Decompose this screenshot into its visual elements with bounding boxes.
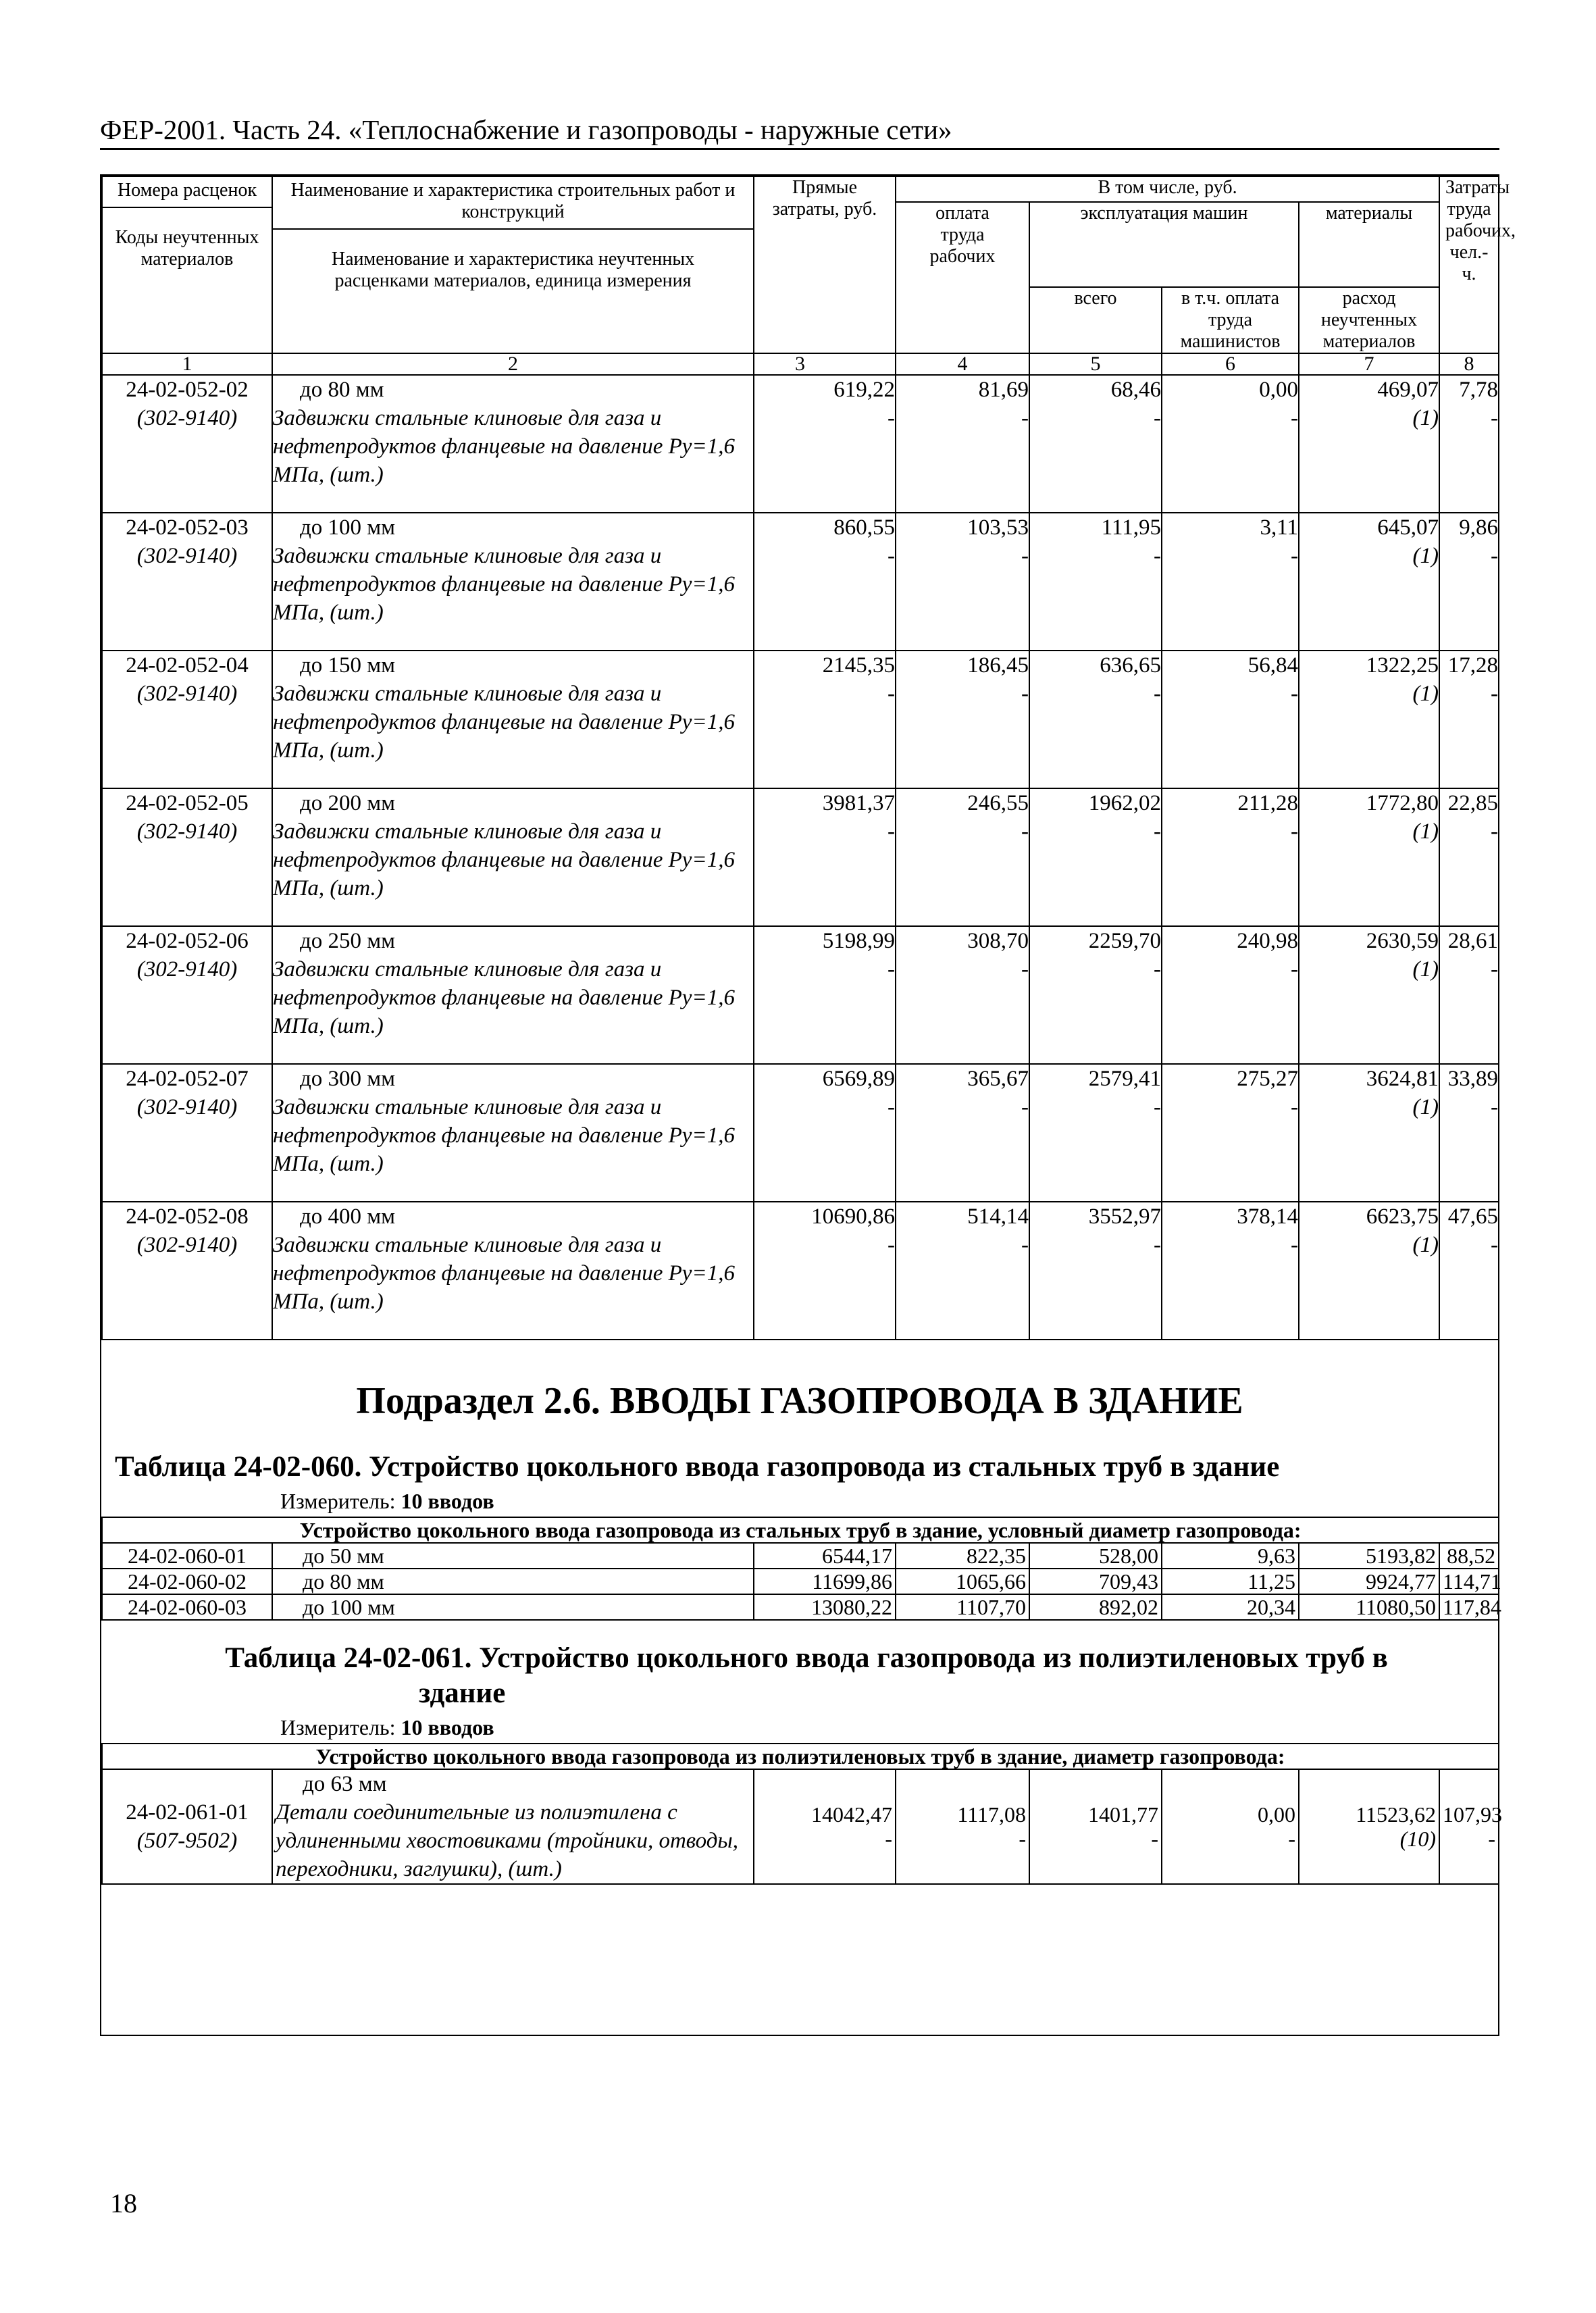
- dash: -: [1154, 957, 1161, 982]
- value-4-text: 1117,08: [957, 1802, 1026, 1827]
- material-code: (302-9140): [136, 1095, 238, 1119]
- value-text: 3981,37: [822, 791, 895, 815]
- col2-top: Наименование и характеристика строительных работ и конструкций: [273, 177, 753, 230]
- measure-value: 10 вводов: [401, 1715, 494, 1739]
- section-title: Подраздел 2.6. ВВОДЫ ГАЗОПРОВОДА В ЗДАНИЕ: [356, 1380, 1243, 1422]
- material-qty: (10): [1399, 1827, 1436, 1851]
- rate-name: [272, 375, 754, 513]
- value-text: 2259,70: [1088, 929, 1161, 953]
- value-8-text: 107,93: [1443, 1802, 1502, 1827]
- value-4: 1107,70: [896, 1594, 1029, 1620]
- page-number: 18: [110, 2188, 137, 2218]
- value-4: 822,35: [896, 1543, 1029, 1569]
- value-text: 10690,86: [811, 1204, 895, 1229]
- table-061: [101, 1743, 1502, 1885]
- value-5: [1029, 788, 1162, 926]
- value-text: 2579,41: [1088, 1067, 1161, 1091]
- rate-code: [102, 651, 272, 788]
- document-frame: [100, 174, 1516, 2036]
- col3-header: Прямые затраты, руб.: [754, 176, 896, 353]
- value-6: [1162, 788, 1299, 926]
- dash: -: [1291, 1095, 1298, 1119]
- dash: -: [1491, 544, 1499, 568]
- page-header: ФЕР-2001. Часть 24. «Теплоснабжение и газопроводы - наружные сети»: [100, 114, 952, 145]
- material-desc: Задвижки стальные клиновые для газа и нефтепродуктов фланцевые на давление Ру=1,6 МПа, (шт.): [273, 1233, 735, 1314]
- value-8: [1439, 1202, 1499, 1340]
- table-061-caption-row: [102, 1744, 1499, 1769]
- value-text: 275,27: [1237, 1067, 1298, 1091]
- value-6: [1162, 1064, 1299, 1202]
- rate-code: [102, 513, 272, 651]
- col5-header: всего: [1029, 287, 1162, 353]
- table-060-caption-row: [102, 1517, 1499, 1543]
- rate-lead: до 150 мм: [300, 653, 396, 678]
- rate-name: [272, 513, 754, 651]
- dash: -: [1291, 682, 1298, 706]
- value-5: [1029, 1769, 1162, 1884]
- col2-bottom: Наименование и характеристика неучтенных расценками материалов, единица измерения: [331, 249, 695, 291]
- materials-header: материалы: [1299, 202, 1439, 287]
- dash: -: [1021, 406, 1029, 430]
- col6-header: в т.ч. оплата труда машинистов: [1162, 287, 1299, 353]
- value-4: [896, 926, 1029, 1064]
- table-061-title-line2: здание: [419, 1677, 506, 1709]
- dash: -: [1491, 819, 1499, 844]
- value-6: [1162, 651, 1299, 788]
- value-6: [1162, 926, 1299, 1064]
- value-7: [1299, 926, 1439, 1064]
- dash: -: [1291, 406, 1298, 430]
- value-6: 11,25: [1162, 1569, 1299, 1594]
- value-4: [896, 513, 1029, 651]
- value-3: [754, 788, 896, 926]
- table-061-title-line1: Таблица 24-02-061. Устройство цокольного ввода газопровода из полиэтиленовых труб в: [225, 1642, 1388, 1674]
- colnum-7: 7: [1299, 353, 1439, 375]
- value-5: 528,00: [1029, 1543, 1162, 1569]
- value-3: [754, 651, 896, 788]
- table-row: [102, 926, 1499, 1064]
- rate-lead: до 300 мм: [300, 1067, 396, 1091]
- table-061-title: [101, 1621, 1498, 1711]
- value-3: 6544,17: [754, 1543, 896, 1569]
- group-header: В том числе, руб.: [896, 176, 1439, 202]
- value-5: [1029, 926, 1162, 1064]
- value-7: 5193,82: [1299, 1543, 1439, 1569]
- rate-lead: до 400 мм: [300, 1204, 396, 1229]
- dash: -: [1488, 1827, 1496, 1851]
- material-code: (302-9140): [136, 957, 238, 982]
- material-qty: (1): [1412, 544, 1439, 568]
- material-code: (507-9502): [136, 1829, 238, 1853]
- value-text: 6623,75: [1366, 1204, 1439, 1229]
- table-060-measure: [101, 1485, 1498, 1517]
- value-8: [1439, 788, 1499, 926]
- rate-code: [102, 1202, 272, 1340]
- rate-name: [272, 926, 754, 1064]
- table-row: [102, 651, 1499, 788]
- material-desc: Задвижки стальные клиновые для газа и нефтепродуктов фланцевые на давление Ру=1,6 МПа, (шт.): [273, 957, 735, 1038]
- dash: -: [1021, 1233, 1029, 1257]
- table-row: [102, 513, 1499, 651]
- value-text: 28,61: [1447, 929, 1499, 953]
- dash: -: [1491, 682, 1499, 706]
- material-code: (302-9140): [136, 406, 238, 430]
- dash: -: [1021, 1095, 1029, 1119]
- col7-header: расход неучтенных материалов: [1299, 287, 1439, 353]
- rate-name: [272, 1064, 754, 1202]
- table-row: [102, 1569, 1499, 1594]
- value-text: 2630,59: [1366, 929, 1439, 953]
- value-3: [754, 1769, 896, 1884]
- value-text: 246,55: [967, 791, 1029, 815]
- value-4: [896, 1202, 1029, 1340]
- value-text: 211,28: [1237, 791, 1298, 815]
- value-8: 114,71: [1439, 1569, 1499, 1594]
- value-7: 9924,77: [1299, 1569, 1439, 1594]
- colnum-8: 8: [1439, 353, 1499, 375]
- value-7: [1299, 375, 1439, 513]
- value-8: 88,52: [1439, 1543, 1499, 1569]
- value-3-text: 14042,47: [811, 1802, 892, 1827]
- rate-code: [102, 1064, 272, 1202]
- dash: -: [1154, 819, 1161, 844]
- rate-code-text: 24-02-052-02: [126, 378, 249, 402]
- value-8: [1439, 375, 1499, 513]
- value-6-text: 0,00: [1258, 1802, 1295, 1827]
- dash: -: [1151, 1827, 1158, 1851]
- col1-bottom: Коды неучтенных материалов: [115, 227, 259, 270]
- value-text: 1322,25: [1366, 653, 1439, 678]
- value-text: 111,95: [1101, 515, 1161, 540]
- value-3: 11699,86: [754, 1569, 896, 1594]
- value-text: 514,14: [967, 1204, 1029, 1229]
- dash: -: [1491, 1233, 1499, 1257]
- col2-header: [272, 176, 754, 353]
- measure-label: Измеритель:: [280, 1489, 396, 1513]
- material-desc: Задвижки стальные клиновые для газа и нефтепродуктов фланцевые на давление Ру=1,6 МПа, (шт.): [273, 1095, 735, 1176]
- header-rule: [100, 148, 1499, 150]
- dash: -: [887, 682, 895, 706]
- value-7: [1299, 1769, 1439, 1884]
- table-060-rows: [102, 1543, 1499, 1620]
- value-6: [1162, 1769, 1299, 1884]
- dash: -: [1021, 544, 1029, 568]
- dash: -: [1291, 544, 1298, 568]
- value-6: [1162, 1202, 1299, 1340]
- value-5: 709,43: [1029, 1569, 1162, 1594]
- col1-top: Номера расценок: [103, 177, 272, 208]
- rate-code: 24-02-060-01: [102, 1543, 272, 1569]
- value-3: [754, 1064, 896, 1202]
- dash: -: [887, 544, 895, 568]
- value-text: 81,69: [978, 378, 1029, 402]
- table-row: [102, 1202, 1499, 1340]
- rate-lead: до 100 мм: [300, 515, 396, 540]
- dash: -: [1154, 544, 1161, 568]
- dash: -: [1491, 406, 1499, 430]
- material-desc: Задвижки стальные клиновые для газа и нефтепродуктов фланцевые на давление Ру=1,6 МПа, (шт.): [273, 406, 735, 487]
- value-5: [1029, 1202, 1162, 1340]
- value-8: [1439, 651, 1499, 788]
- colnum-6: 6: [1162, 353, 1299, 375]
- material-qty: (1): [1412, 682, 1439, 706]
- value-7: [1299, 651, 1439, 788]
- rate-lead: до 63 мм: [303, 1772, 387, 1796]
- value-7: [1299, 788, 1439, 926]
- value-3: [754, 513, 896, 651]
- rate-code-text: 24-02-052-08: [126, 1204, 249, 1229]
- value-7: [1299, 1202, 1439, 1340]
- rate-lead: до 200 мм: [300, 791, 396, 815]
- value-text: 22,85: [1447, 791, 1499, 815]
- dash: -: [1291, 1233, 1298, 1257]
- value-6: 9,63: [1162, 1543, 1299, 1569]
- rate-code: [102, 926, 272, 1064]
- col8-header: Затраты труда рабочих, чел.-ч.: [1439, 176, 1499, 353]
- dash: -: [887, 406, 895, 430]
- value-text: 186,45: [967, 653, 1029, 678]
- value-text: 9,86: [1459, 515, 1499, 540]
- rate-lead: до 250 мм: [300, 929, 396, 953]
- value-text: 1772,80: [1366, 791, 1439, 815]
- value-5: 892,02: [1029, 1594, 1162, 1620]
- table-060-title: Таблица 24-02-060. Устройство цокольного ввода газопровода из стальных труб в здание: [115, 1451, 1280, 1483]
- table-row: [102, 1543, 1499, 1569]
- value-4: [896, 788, 1029, 926]
- value-5: [1029, 375, 1162, 513]
- dash: -: [1021, 682, 1029, 706]
- measure-value: 10 вводов: [401, 1489, 494, 1513]
- value-5: [1029, 1064, 1162, 1202]
- value-text: 2145,35: [822, 653, 895, 678]
- table-060: [101, 1517, 1499, 1621]
- dash: -: [1491, 1095, 1499, 1119]
- colnum-5: 5: [1029, 353, 1162, 375]
- dash: -: [1021, 957, 1029, 982]
- dash: -: [885, 1827, 892, 1851]
- rate-rows: [102, 375, 1499, 1340]
- value-text: 17,28: [1447, 653, 1499, 678]
- table-061-measure: [101, 1711, 1498, 1743]
- value-text: 240,98: [1237, 929, 1298, 953]
- value-text: 365,67: [967, 1067, 1029, 1091]
- dash: -: [1288, 1827, 1295, 1851]
- value-text: 3552,97: [1088, 1204, 1161, 1229]
- rate-code: 24-02-060-03: [102, 1594, 272, 1620]
- table-row: [102, 375, 1499, 513]
- value-3: [754, 1202, 896, 1340]
- rate-name: [272, 1202, 754, 1340]
- dash: -: [1154, 1233, 1161, 1257]
- value-text: 7,78: [1459, 378, 1499, 402]
- value-8: [1439, 513, 1499, 651]
- material-qty: (1): [1412, 1233, 1439, 1257]
- dash: -: [1154, 682, 1161, 706]
- value-5: [1029, 513, 1162, 651]
- value-8: 117,84: [1439, 1594, 1499, 1620]
- rate-code-text: 24-02-052-07: [126, 1067, 249, 1091]
- dash: -: [887, 819, 895, 844]
- value-8: [1439, 1064, 1499, 1202]
- material-desc: Задвижки стальные клиновые для газа и нефтепродуктов фланцевые на давление Ру=1,6 МПа, (шт.): [273, 819, 735, 900]
- rate-code-text: 24-02-052-06: [126, 929, 249, 953]
- value-text: 103,53: [967, 515, 1029, 540]
- column-number-row: [102, 353, 1499, 375]
- value-text: 5198,99: [822, 929, 895, 953]
- rate-name: до 80 мм: [272, 1569, 754, 1594]
- header-row-1: [102, 176, 1499, 202]
- material-desc: Задвижки стальные клиновые для газа и нефтепродуктов фланцевые на давление Ру=1,6 МПа, (шт.): [273, 544, 735, 625]
- dash: -: [887, 1095, 895, 1119]
- table-row: [102, 788, 1499, 926]
- dash: -: [1291, 957, 1298, 982]
- value-text: 33,89: [1447, 1067, 1499, 1091]
- value-text: 636,65: [1100, 653, 1161, 678]
- value-4: [896, 1064, 1029, 1202]
- value-6: 20,34: [1162, 1594, 1299, 1620]
- machines-header: эксплуатация машин: [1029, 202, 1299, 287]
- value-text: 860,55: [833, 515, 895, 540]
- value-4: 1065,66: [896, 1569, 1029, 1594]
- value-8: [1439, 1769, 1502, 1884]
- table-060-caption: Устройство цокольного ввода газопровода из стальных труб в здание, условный диаметр газопровода:: [102, 1517, 1499, 1543]
- value-text: 645,07: [1377, 515, 1439, 540]
- dash: -: [1154, 406, 1161, 430]
- value-6: [1162, 513, 1299, 651]
- material-code: (302-9140): [136, 544, 238, 568]
- material-qty: (1): [1412, 957, 1439, 982]
- value-4: [896, 375, 1029, 513]
- dash: -: [1154, 1095, 1161, 1119]
- table-061-caption: Устройство цокольного ввода газопровода из полиэтиленовых труб в здание, диаметр газопровода:: [102, 1744, 1499, 1769]
- value-7: [1299, 513, 1439, 651]
- measure-label: Измеритель:: [280, 1715, 396, 1739]
- rate-code-text: 24-02-061-01: [126, 1800, 249, 1825]
- value-text: 1962,02: [1088, 791, 1161, 815]
- value-3: [754, 926, 896, 1064]
- value-text: 56,84: [1247, 653, 1298, 678]
- material-code: (302-9140): [136, 682, 238, 706]
- material-qty: (1): [1412, 406, 1439, 430]
- value-5-text: 1401,77: [1088, 1802, 1158, 1827]
- table-row: [102, 1769, 1499, 1884]
- value-6: [1162, 375, 1299, 513]
- dash: -: [1021, 819, 1029, 844]
- rate-name: [272, 788, 754, 926]
- rate-code: [102, 375, 272, 513]
- colnum-1: 1: [102, 353, 272, 375]
- dash: -: [1491, 957, 1499, 982]
- rate-code: 24-02-060-02: [102, 1569, 272, 1594]
- rate-name: до 50 мм: [272, 1543, 754, 1569]
- material-code: (302-9140): [136, 819, 238, 844]
- value-3: [754, 375, 896, 513]
- table-row: [102, 1064, 1499, 1202]
- colnum-3: 3: [754, 353, 896, 375]
- material-code: (302-9140): [136, 1233, 238, 1257]
- col1-header: [102, 176, 272, 353]
- value-text: 0,00: [1259, 378, 1298, 402]
- dash: -: [1019, 1827, 1026, 1851]
- value-text: 68,46: [1110, 378, 1161, 402]
- dash: -: [1291, 819, 1298, 844]
- rate-name: до 100 мм: [272, 1594, 754, 1620]
- value-4: [896, 651, 1029, 788]
- value-text: 47,65: [1447, 1204, 1499, 1229]
- value-text: 3,11: [1260, 515, 1298, 540]
- table-row: [102, 1594, 1499, 1620]
- colnum-4: 4: [896, 353, 1029, 375]
- rate-code-text: 24-02-052-03: [126, 515, 249, 540]
- dash: -: [887, 957, 895, 982]
- rate-code-text: 24-02-052-05: [126, 791, 249, 815]
- value-text: 308,70: [967, 929, 1029, 953]
- value-text: 6569,89: [822, 1067, 895, 1091]
- value-text: 469,07: [1377, 378, 1439, 402]
- value-text: 3624,81: [1366, 1067, 1439, 1091]
- value-text: 619,22: [833, 378, 895, 402]
- value-8: [1439, 926, 1499, 1064]
- colnum-2: 2: [272, 353, 754, 375]
- dash: -: [887, 1233, 895, 1257]
- value-7-text: 11523,62: [1356, 1802, 1436, 1827]
- material-qty: (1): [1412, 819, 1439, 844]
- rate-code: [102, 788, 272, 926]
- col4-header: оплата труда рабочих: [896, 202, 1029, 353]
- rate-code: [102, 1769, 272, 1884]
- value-7: 11080,50: [1299, 1594, 1439, 1620]
- rate-code-text: 24-02-052-04: [126, 653, 249, 678]
- material-desc: Задвижки стальные клиновые для газа и нефтепродуктов фланцевые на давление Ру=1,6 МПа, (шт.): [273, 682, 735, 763]
- value-5: [1029, 651, 1162, 788]
- material-qty: (1): [1412, 1095, 1439, 1119]
- value-7: [1299, 1064, 1439, 1202]
- value-text: 378,14: [1237, 1204, 1298, 1229]
- value-3: 13080,22: [754, 1594, 896, 1620]
- rate-lead: до 80 мм: [300, 378, 384, 402]
- value-4: [896, 1769, 1029, 1884]
- material-desc: Детали соединительные из полиэтилена с удлиненными хвостовиками (тройники, отводы, переходники, заглушки), (шт.): [276, 1800, 739, 1881]
- rates-table: [101, 176, 1516, 1340]
- rate-name: [272, 1769, 754, 1884]
- rate-name: [272, 651, 754, 788]
